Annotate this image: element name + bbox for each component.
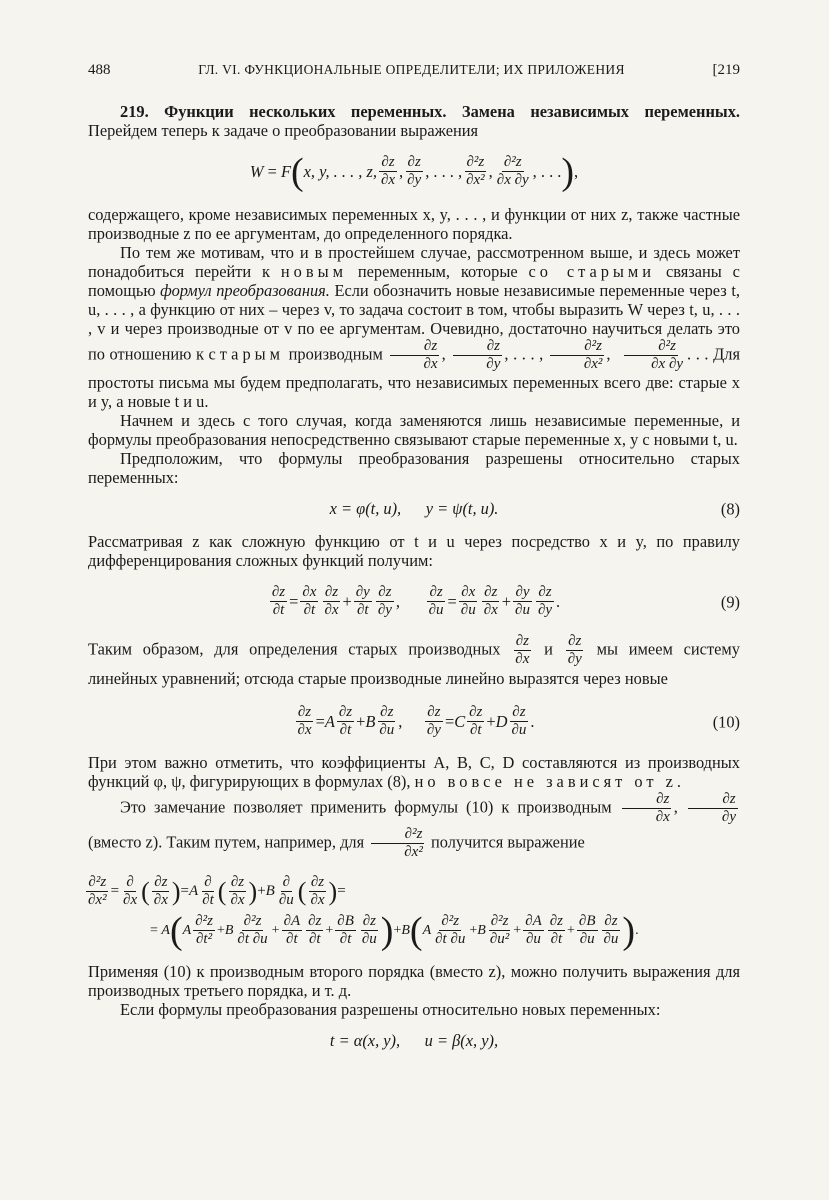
equation-last: t = α(x, y), u = β(x, y), xyxy=(329,1031,499,1050)
paragraph-2: По тем же мотивам, что и в простейшем случае, рассмотренном выше, и здесь может понадобиться перейти к новым переменным, которые со старыми связаны с помощью формул преобразования. Если обозначить новые независимые переменные через t, u, . . . , а функцию от них – через v, то задача состоит в том, чтобы выразить W через t, u, . . . , v и через производные от v по ее аргументам. Очевидно, достаточно научиться делать это по отношению к старым производным $\frac{\partial z}{\partial x}$ , $\frac{\partial z}{\partial y}$ , . . . , $\frac{\text{∂²z}}{\text{∂x²}}$ , $\frac{\text{∂²z}}{\partial x \partial y}$ . . . Для простоты письма мы будем предполагать, что независимых переменных всего две: старые x и y, а новые t и u. xyxy=(88,243,740,411)
equation-second-derivative-line2: = A ( A $\frac{\text{∂²z}}{\text{∂t²}}$ + B $\frac{\text{∂²z}}{\partial t \partial u}$ + $\frac{\partial A}{\partial t}$ $\frac{\partial z}{\partial t}$ + $\frac{\partial B}{\partial t}$ $\frac{\partial z}{\partial u}$ ) + B ( A $\frac{\text{∂²z}}{\partial t \partial u}$ + B $\frac{\text{∂²z}}{\text{∂u²}}$ + $\frac{\partial A}{\partial u}$ $\frac{\partial z}{\partial t}$ + $\frac{\partial B}{\partial u}$ $\frac{\partial z}{\partial u}$ ) . xyxy=(150,909,639,952)
paragraph-9: Применяя (10) к производным второго порядка (вместо z), можно получить выражения для производных третьего порядка, и т. д. xyxy=(88,962,740,1000)
equation-second-derivative-line1: $\frac{\text{∂²z}}{\text{∂x²}}$ = $\frac{\partial}{\partial x}$ ( $\frac{\partial z}{\partial x}$ ) = A $\frac{\partial}{\partial t}$ ( $\frac{\partial z}{\partial x}$ ) + B $\frac{\partial}{\partial u}$ ( $\frac{\partial z}{\partial x}$ ) = xyxy=(88,874,346,908)
section-heading-paragraph xyxy=(88,102,740,140)
equation-8: x = φ(t, u), y = ψ(t, u). (8) xyxy=(329,499,740,518)
page xyxy=(88,60,740,1050)
section-number: 219. xyxy=(120,102,149,121)
section-title: Функции нескольких переменных. Замена независимых переменных. xyxy=(164,102,740,121)
equation-10: $\frac{\partial z}{\partial x}$ = A $\frac{\partial z}{\partial t}$ + B $\frac{\partial z}{\partial u}$ , $\frac{\partial z}{\partial y}$ = C $\frac{\partial z}{\partial t}$ + D $\frac{\partial z}{\partial u}$ . (10) xyxy=(297,704,740,738)
paragraph-1: содержащего, кроме независимых переменных x, y, . . . , и функции от них z, также частные производные z по ее аргументам, до определенного порядка. xyxy=(88,205,740,243)
running-header xyxy=(88,60,740,80)
paragraph-10: Если формулы преобразования разрешены относительно новых переменных: xyxy=(120,1000,661,1019)
paragraph-8: Это замечание позволяет применить формулы (10) к производным $\frac{\partial z}{\partial x}$ , $\frac{\partial z}{\partial y}$ (вместо z). Таким путем, например, для $\frac{\text{∂²z}}{\text{∂x²}}$ получится выражение xyxy=(88,791,736,860)
equation-9: $\frac{\partial z}{\partial t}$ = $\frac{\partial x}{\partial t}$ $\frac{\partial z}{\partial x}$ + $\frac{\partial y}{\partial t}$ $\frac{\partial z}{\partial y}$ , $\frac{\partial z}{\partial u}$ = $\frac{\partial x}{\partial u}$ $\frac{\partial z}{\partial x}$ + $\frac{\partial y}{\partial u}$ $\frac{\partial z}{\partial y}$ . (9) xyxy=(271,584,740,618)
paragraph-7: При этом важно отметить, что коэффициенты A, B, C, D составляются из производных функций φ, ψ, фигурирующих в формулах (8), но вовсе не зависят от z. xyxy=(88,753,740,791)
running-title: ГЛ. VI. ФУНКЦИОНАЛЬНЫЕ ОПРЕДЕЛИТЕЛИ; ИХ ПРИЛОЖЕНИЯ xyxy=(198,62,625,77)
paragraph-5: Рассматривая z как сложную функцию от t и u через посредство x и y, по правилу дифференцирования сложных функций получим: xyxy=(88,532,740,570)
section-ref: [219 xyxy=(712,62,740,78)
paragraph-3: Начнем и здесь с того случая, когда заменяются лишь независимые переменные, и формулы преобразования непосредственно связывают старые переменные x, y с новыми t, u. xyxy=(88,411,740,449)
paragraph-4: Предположим, что формулы преобразования разрешены относительно старых переменных: xyxy=(88,449,740,487)
page-number: 488 xyxy=(88,62,111,78)
paragraph-6: Таким образом, для определения старых производных $\frac{\partial z}{\partial x}$ и $\frac{\partial z}{\partial y}$ мы имеем систему линейных уравнений; отсюда старые производные линейно выразятся через новые xyxy=(88,633,740,688)
equation-W: W = F ( x, y, . . . , z, $\frac{\partial z}{\partial x}$ , $\frac{\partial z}{\partial y}$ , . . . , $\frac{\text{∂²z}}{\text{∂x²}}$ , $\frac{\text{∂²z}}{\partial x \partial y}$ , . . . ) , xyxy=(249,150,579,193)
section-intro: Перейдем теперь к задаче о преобразовании выражения xyxy=(88,121,479,140)
